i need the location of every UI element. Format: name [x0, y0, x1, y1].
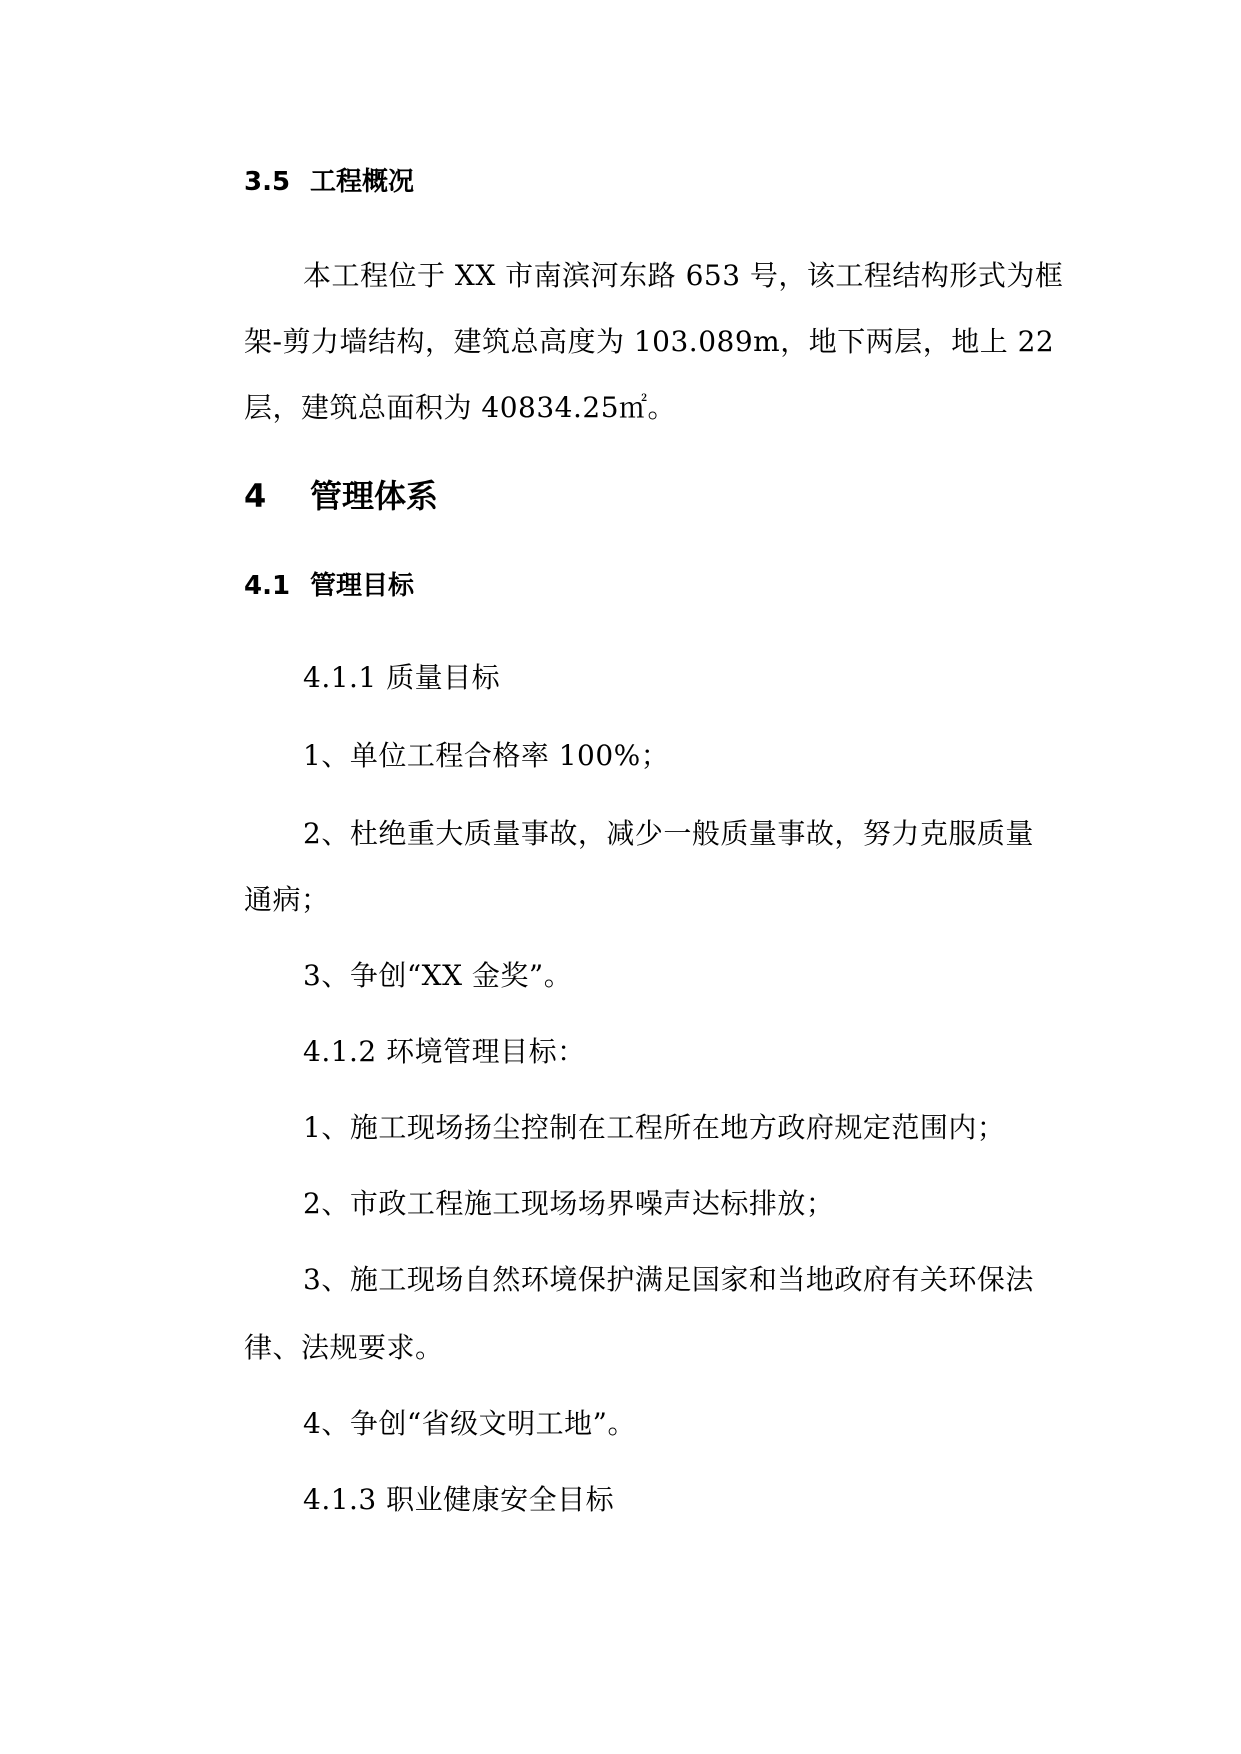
section-number: 3.5	[244, 167, 291, 197]
quality-item-2-line-2: 通病；	[244, 883, 330, 916]
chapter-number: 4	[244, 477, 267, 515]
overview-paragraph-line-2: 架-剪力墙结构，建筑总高度为 103.089m，地下两层，地上 22	[244, 325, 1055, 358]
section-title: 工程概况	[310, 167, 415, 197]
environment-target-heading: 4.1.2 环境管理目标：	[303, 1035, 586, 1068]
quality-item-3: 3、争创“XX 金奖”。	[303, 959, 573, 992]
environment-item-3-line-2: 律、法规要求。	[244, 1331, 444, 1364]
chapter-title: 管理体系	[310, 477, 439, 515]
section-title: 管理目标	[310, 571, 415, 601]
environment-item-4: 4、争创“省级文明工地”。	[303, 1407, 636, 1440]
overview-paragraph-line-3: 层，建筑总面积为 40834.25㎡。	[244, 391, 677, 424]
environment-item-2: 2、市政工程施工现场场界噪声达标排放；	[303, 1187, 835, 1220]
quality-target-heading: 4.1.1 质量目标	[303, 661, 501, 694]
section-number: 4.1	[244, 571, 291, 601]
quality-item-2-line-1: 2、杜绝重大质量事故，减少一般质量事故，努力克服质量	[303, 817, 1034, 850]
environment-item-1: 1、施工现场扬尘控制在工程所在地方政府规定范围内；	[303, 1111, 1006, 1144]
environment-item-3-line-1: 3、施工现场自然环境保护满足国家和当地政府有关环保法	[303, 1263, 1034, 1296]
overview-paragraph-line-1: 本工程位于 XX 市南滨河东路 653 号，该工程结构形式为框	[303, 259, 1064, 292]
quality-item-1: 1、单位工程合格率 100%；	[303, 739, 670, 772]
ohs-target-heading: 4.1.3 职业健康安全目标	[303, 1483, 615, 1516]
